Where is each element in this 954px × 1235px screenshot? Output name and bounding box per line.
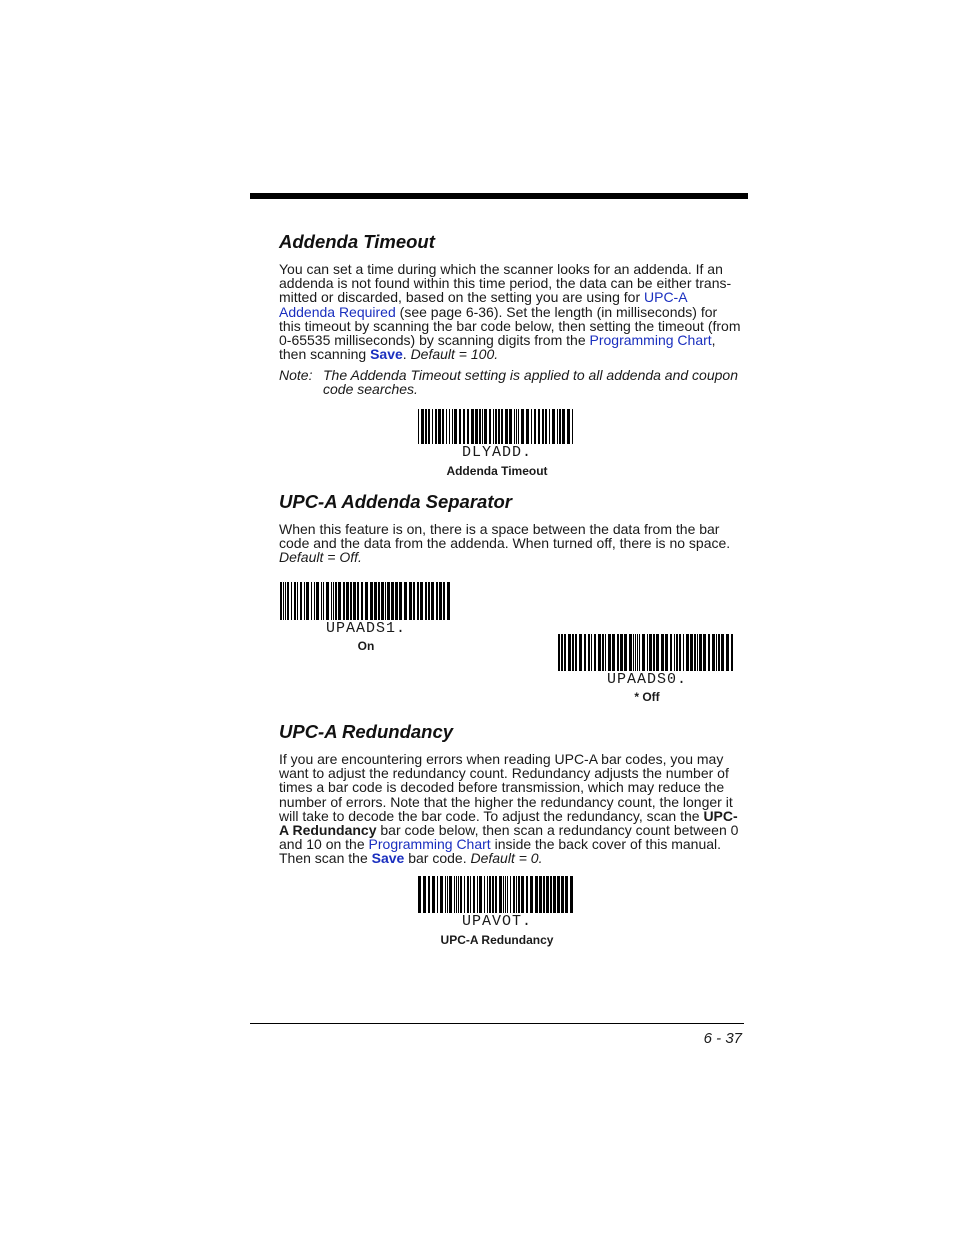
barcode-bar — [399, 582, 402, 620]
barcode-bar — [612, 634, 615, 671]
barcode-bar — [475, 409, 478, 444]
barcode-bar — [683, 634, 684, 671]
default-value: Default = 0. — [470, 850, 543, 867]
barcode-bar — [518, 409, 519, 444]
barcode-bar — [335, 582, 337, 620]
barcode-text: DLYADD. — [461, 444, 532, 461]
barcode-bar — [526, 876, 528, 913]
barcode-upca-redundancy[interactable] — [407, 876, 587, 947]
barcode-bar — [432, 876, 435, 913]
barcode-bar — [602, 634, 604, 671]
barcode-bar — [542, 409, 544, 444]
barcode-bar — [291, 582, 292, 620]
barcode-bar — [346, 582, 349, 620]
barcode-bar — [350, 582, 352, 620]
barcode-bar — [559, 409, 561, 444]
barcode-bar — [703, 634, 706, 671]
barcode-bar — [428, 582, 430, 620]
barcode-bar — [479, 409, 481, 444]
barcode-bar — [418, 876, 421, 913]
barcode-bar — [674, 634, 675, 671]
barcode-bar — [647, 634, 648, 671]
barcode-bar — [516, 409, 517, 444]
barcode-bar — [447, 876, 448, 913]
barcode-bar — [561, 876, 564, 913]
barcode-bar — [591, 634, 592, 671]
barcode-bar — [568, 634, 571, 671]
barcode-bar — [553, 876, 556, 913]
barcode-bar — [708, 634, 710, 671]
barcode-bar — [552, 409, 555, 444]
barcode-bar — [492, 876, 494, 913]
barcode-bar — [428, 876, 430, 913]
barcode-bar — [294, 582, 296, 620]
bold-term: UPC-A Redundancy — [279, 807, 738, 839]
barcode-bar — [285, 582, 286, 620]
barcode-bar — [343, 582, 345, 620]
section-addenda-timeout — [279, 231, 742, 361]
barcode-image — [558, 634, 736, 671]
barcode-bar — [449, 409, 450, 444]
barcode-bar — [420, 582, 423, 620]
barcode-bar — [280, 582, 282, 620]
barcode-bar — [374, 582, 377, 620]
barcode-bar — [679, 634, 681, 671]
barcode-bar — [446, 409, 447, 444]
barcode-bar — [333, 582, 334, 620]
link-save[interactable]: Save — [370, 346, 403, 363]
barcode-bar — [718, 634, 720, 671]
note — [279, 368, 744, 396]
barcode-bar — [449, 876, 452, 913]
barcode-bar — [653, 634, 655, 671]
barcode-bar — [456, 876, 457, 913]
barcode-bar — [489, 409, 491, 444]
barcode-bar — [370, 582, 373, 620]
barcode-bar — [543, 876, 545, 913]
barcode-bar — [493, 409, 494, 444]
barcode-bar — [507, 876, 508, 913]
barcode-bar — [482, 409, 483, 444]
barcode-bar — [387, 582, 390, 620]
link-upca-addenda-required[interactable]: UPC-A Addenda Required — [279, 289, 687, 320]
barcode-bar — [498, 409, 500, 444]
barcode-bar — [516, 876, 517, 913]
barcode-bar — [495, 409, 497, 444]
barcode-bar — [594, 634, 596, 671]
barcode-bar — [538, 409, 540, 444]
barcode-bar — [557, 409, 558, 444]
barcode-bar — [721, 634, 724, 671]
barcode-bar — [435, 409, 437, 444]
barcode-bar — [716, 634, 717, 671]
barcode-bar — [656, 634, 659, 671]
barcode-bar — [501, 409, 503, 444]
barcode-bar — [425, 582, 427, 620]
barcode-bar — [437, 876, 438, 913]
note-text: The Addenda Timeout setting is applied to all addenda and coupon code searches. — [323, 367, 738, 398]
barcode-bar — [471, 409, 474, 444]
barcode-bar — [605, 634, 606, 671]
barcode-bar — [477, 876, 478, 913]
barcode-text: UPAADS1. — [325, 620, 406, 637]
barcode-bar — [557, 876, 560, 913]
barcode-bar — [421, 409, 424, 444]
barcode-bar — [565, 876, 568, 913]
barcode-bar — [489, 876, 491, 913]
barcode-bar — [699, 634, 702, 671]
barcode-bar — [287, 582, 289, 620]
barcode-bar — [561, 634, 563, 671]
barcode-text: UPAADS0. — [606, 671, 687, 688]
section-title: UPC-A Redundancy — [279, 721, 454, 742]
barcode-bar — [584, 634, 586, 671]
barcode-bar — [381, 582, 384, 620]
barcode-bar — [575, 634, 577, 671]
barcode-bar — [283, 582, 284, 620]
barcode-bar — [470, 876, 471, 913]
barcode-bar — [509, 409, 512, 444]
barcode-bar — [436, 582, 438, 620]
barcode-bar — [639, 634, 640, 671]
barcode-bar — [323, 582, 324, 620]
barcode-bar — [617, 634, 619, 671]
barcode-bar — [588, 634, 590, 671]
barcode-bar — [514, 409, 515, 444]
barcode-bar — [503, 876, 504, 913]
barcode-bar — [467, 876, 469, 913]
barcode-bar — [385, 582, 386, 620]
barcode-bar — [572, 409, 573, 444]
barcode-bar — [513, 876, 515, 913]
barcode-bar — [558, 634, 560, 671]
barcode-bar — [321, 582, 322, 620]
barcode-bar — [534, 409, 536, 444]
barcode-bar — [454, 876, 455, 913]
section-title: UPC-A Addenda Separator — [279, 491, 512, 512]
barcode-bar — [726, 634, 729, 671]
barcode-bar — [620, 634, 623, 671]
footer-rule — [250, 1023, 744, 1024]
barcode-bar — [479, 876, 482, 913]
barcode-bar — [690, 634, 693, 671]
barcode-bar — [418, 409, 419, 444]
header-rule — [250, 193, 748, 199]
barcode-bar — [637, 634, 638, 671]
barcode-bar — [357, 582, 359, 620]
barcode-bar — [428, 409, 430, 444]
barcode-bar — [579, 634, 582, 671]
barcode-bar — [521, 876, 524, 913]
barcode-bar — [391, 582, 394, 620]
section-body: You can set a time during which the scanner looks for an addenda. If an addenda is not found within this time period, the data can be either trans-mitted or discarded, based on the setting you are using for UPC-A Addenda Required (see page 6-36). Set the length (in milliseconds) for this timeout by scanning the bar code below, then setting the timeout (from 0-65535 milliseconds) by scanning digits from the Programming Chart, then scanning Save. Default = 100. — [279, 261, 741, 363]
barcode-bar — [316, 582, 319, 620]
barcode-bar — [676, 634, 678, 671]
barcode-bar — [539, 876, 542, 913]
barcode-bar — [635, 634, 636, 671]
barcode-bar — [530, 876, 533, 913]
barcode-bar — [484, 876, 485, 913]
barcode-bar — [712, 634, 715, 671]
barcode-bar — [460, 876, 462, 913]
barcode-bar — [545, 409, 547, 444]
barcode-bar — [395, 582, 398, 620]
note-label: Note: — [279, 367, 313, 383]
barcode-bar — [665, 634, 668, 671]
barcode-bar — [314, 582, 315, 620]
barcode-bar — [521, 409, 524, 444]
barcode-bar — [629, 634, 632, 671]
barcode-image — [418, 409, 576, 444]
barcode-caption: * Off — [634, 690, 660, 704]
barcode-bar — [297, 582, 298, 620]
barcode-caption: Addenda Timeout — [446, 464, 548, 478]
barcode-bar — [697, 634, 698, 671]
barcode-bar — [326, 582, 329, 620]
barcode-bar — [598, 634, 601, 671]
barcode-separator-off[interactable] — [554, 634, 740, 704]
barcode-bar — [331, 582, 332, 620]
barcode-bar — [661, 634, 664, 671]
barcode-bar — [409, 582, 412, 620]
barcode-bar — [670, 634, 672, 671]
link-save[interactable]: Save — [371, 850, 405, 867]
barcode-bar — [531, 409, 532, 444]
barcode-bar — [447, 582, 450, 620]
barcode-bar — [438, 409, 441, 444]
barcode-bar — [642, 634, 645, 671]
link-programming-chart[interactable]: Programming Chart — [589, 332, 712, 349]
barcode-bar — [570, 876, 573, 913]
barcode-bar — [467, 409, 469, 444]
barcode-bar — [378, 582, 380, 620]
barcode-bar — [731, 634, 733, 671]
section-title: Addenda Timeout — [279, 231, 435, 252]
link-programming-chart[interactable]: Programming Chart — [368, 836, 491, 853]
barcode-bar — [338, 582, 341, 620]
section-addenda-separator — [279, 491, 742, 565]
barcode-bar — [487, 876, 488, 913]
barcode-bar — [686, 634, 689, 671]
barcode-bar — [404, 582, 407, 620]
barcode-bar — [572, 634, 574, 671]
barcode-bar — [549, 409, 550, 444]
barcode-bar — [484, 409, 487, 444]
barcode-caption: UPC-A Redundancy — [440, 933, 554, 947]
barcode-text: UPAVOT. — [461, 913, 532, 930]
barcode-bar — [459, 409, 461, 444]
barcode-bar — [510, 876, 511, 913]
section-body: If you are encountering errors when reading UPC-A bar codes, you may want to adjust the redundancy count. Redundancy adjusts the number of times a bar code is decoded before transmission, which may reduce the number of errors. Note that the higher the redundancy count, the longer it will take to decode the bar code. To adjust the redundancy, scan the UPC-A Redundancy bar code below, then scan a redundancy count between 0 and 10 on the Programming Chart inside the back cover of this manual. Then scan the Save bar code. Default = 0. — [279, 751, 739, 867]
barcode-bar — [624, 634, 627, 671]
default-value: Default = 100. — [410, 346, 499, 363]
barcode-bar — [425, 409, 427, 444]
barcode-bar — [567, 409, 570, 444]
barcode-bar — [452, 409, 453, 444]
barcode-bar — [443, 582, 445, 620]
barcode-bar — [440, 876, 443, 913]
barcode-bar — [562, 409, 565, 444]
barcode-bar — [694, 634, 696, 671]
barcode-bar — [546, 876, 549, 913]
barcode-bar — [649, 634, 652, 671]
barcode-caption: On — [357, 639, 375, 653]
barcode-separator-on[interactable] — [276, 582, 456, 653]
barcode-bar — [454, 409, 457, 444]
barcode-bar — [495, 876, 497, 913]
barcode-bar — [499, 876, 502, 913]
section-body: When this feature is on, there is a space between the data from the bar code and the data from the addenda. When turned off, there is no space. Default = Off. — [279, 521, 731, 566]
barcode-bar — [505, 409, 508, 444]
barcode-addenda-timeout[interactable] — [407, 409, 587, 478]
section-upca-redundancy — [279, 721, 742, 866]
barcode-bar — [608, 634, 611, 671]
barcode-bar — [311, 582, 312, 620]
barcode-bar — [458, 876, 459, 913]
barcode-bar — [353, 582, 356, 620]
barcode-bar — [473, 876, 475, 913]
barcode-bar — [365, 582, 368, 620]
barcode-bar — [633, 634, 634, 671]
barcode-bar — [550, 876, 552, 913]
barcode-image — [280, 582, 452, 620]
barcode-bar — [526, 409, 529, 444]
barcode-bar — [535, 876, 538, 913]
barcode-bar — [417, 582, 419, 620]
barcode-bar — [306, 582, 309, 620]
barcode-bar — [413, 582, 415, 620]
barcode-image — [418, 876, 576, 913]
page-number: 6 - 37 — [703, 1030, 742, 1047]
barcode-bar — [564, 634, 566, 671]
barcode-bar — [439, 582, 442, 620]
barcode-bar — [445, 876, 446, 913]
barcode-bar — [518, 876, 520, 913]
barcode-bar — [423, 876, 426, 913]
barcode-bar — [442, 409, 444, 444]
barcode-bar — [304, 582, 305, 620]
barcode-bar — [463, 409, 465, 444]
barcode-bar — [300, 582, 302, 620]
barcode-bar — [361, 582, 363, 620]
default-value: Default = Off. — [279, 549, 362, 566]
barcode-bar — [464, 876, 465, 913]
barcode-bar — [431, 582, 434, 620]
barcode-bar — [505, 876, 506, 913]
barcode-bar — [432, 409, 433, 444]
